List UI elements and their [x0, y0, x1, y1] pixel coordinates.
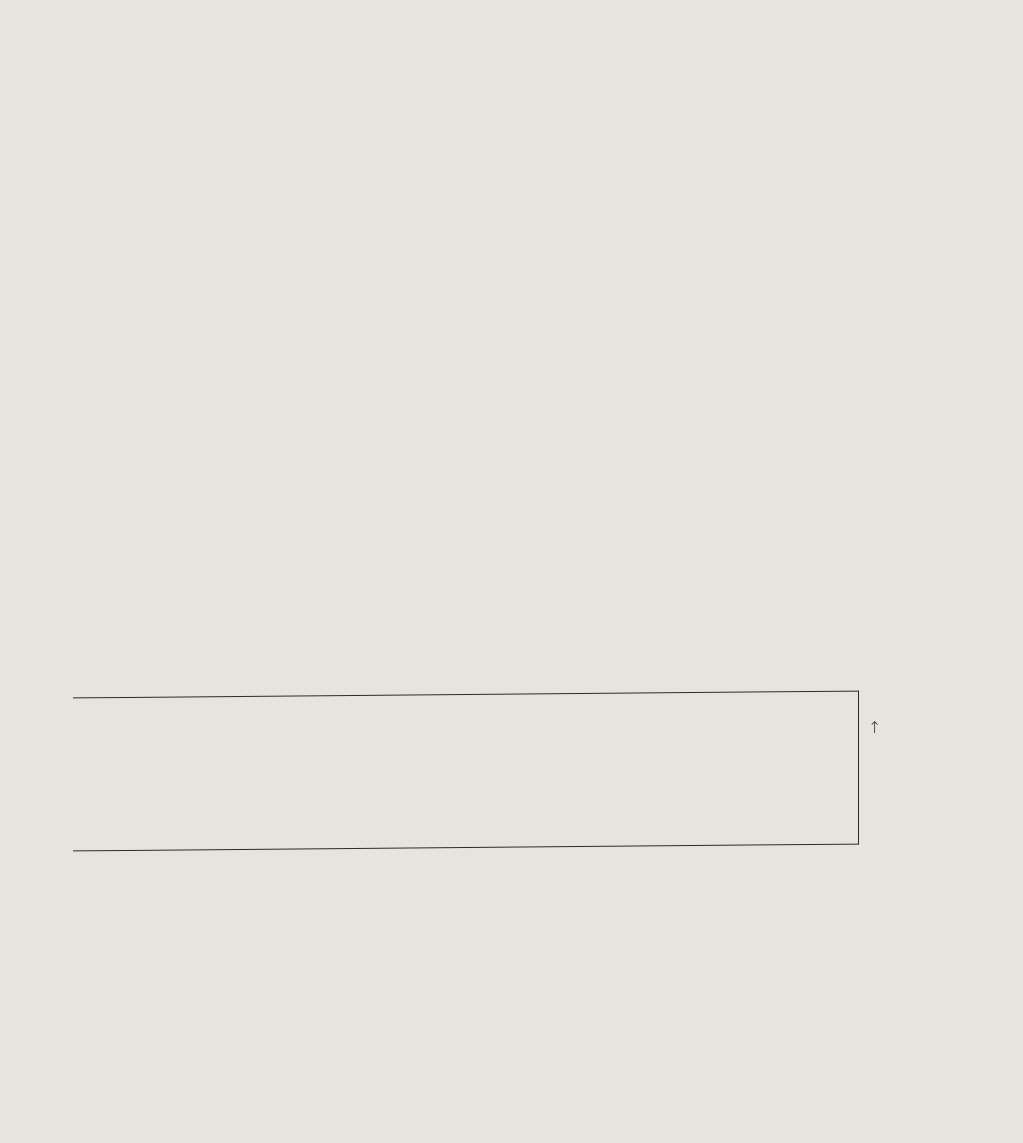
values-table: [73, 691, 859, 852]
stray-mark: ↑: [868, 718, 882, 737]
dam-cross-section-graph: [230, 165, 800, 605]
